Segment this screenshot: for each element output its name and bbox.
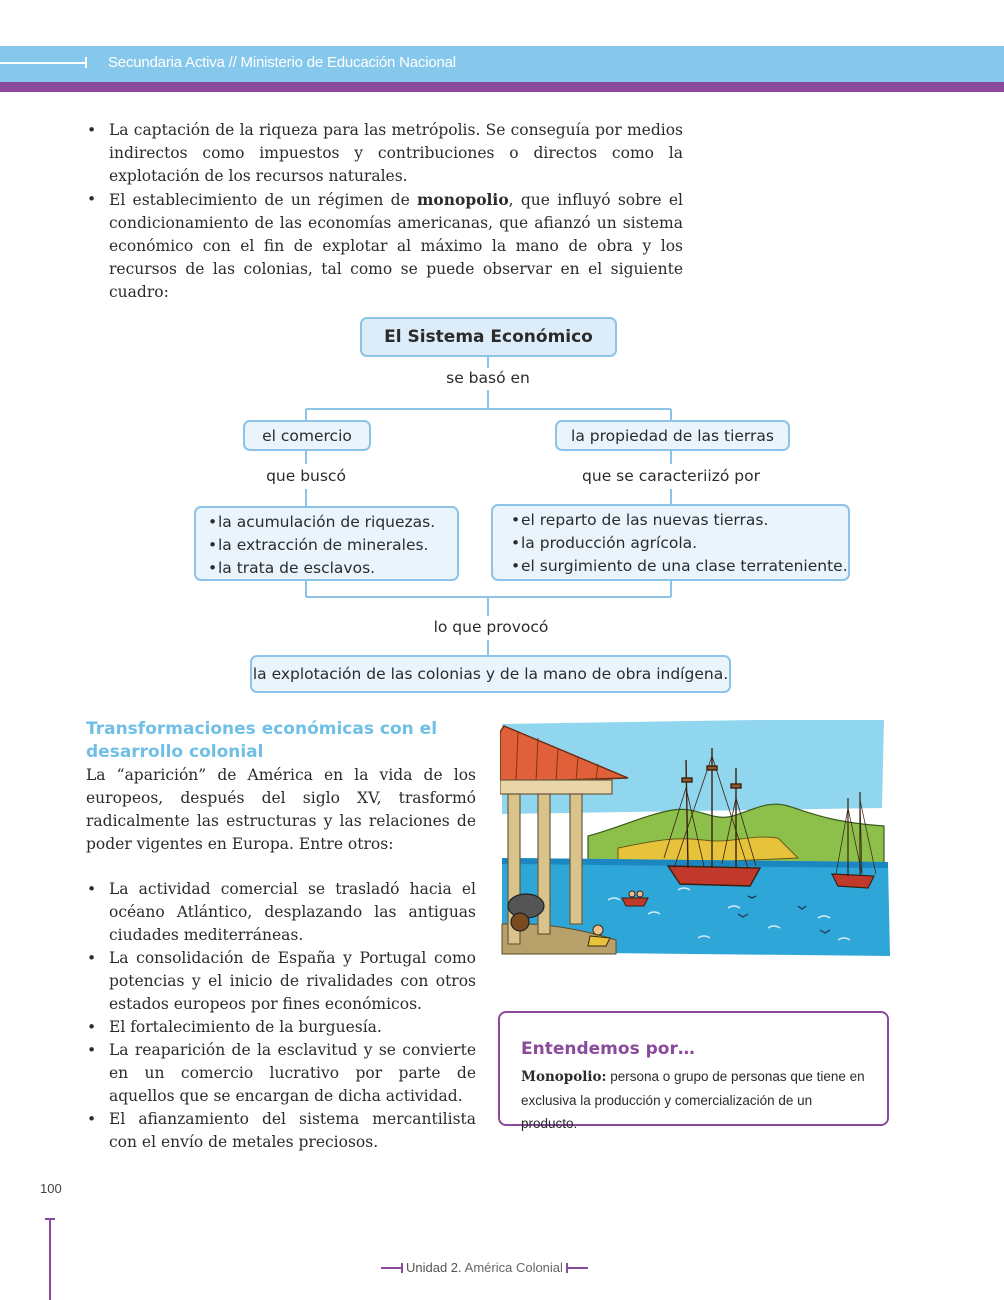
node-land-ownership <box>555 420 790 451</box>
footer-rule-right <box>566 1267 588 1269</box>
link-label-right: que se caracteriizó por <box>582 467 760 485</box>
land-features-box <box>491 504 850 581</box>
list-item-text: , que influyó sobre el condicionamiento de las economías americanas, que afianzó un sistema económico con el fin de explotar al máximo la mano de obra y los recursos de las colonias, tal como se puede observar en el siguiente cuadro: <box>109 191 684 301</box>
node-land-ownership-label: la propiedad de las tierras <box>571 426 774 445</box>
node-commerce-label: el comercio <box>262 426 352 445</box>
footer <box>381 1260 588 1275</box>
footer-rule-left <box>381 1267 403 1269</box>
section-paragraph: La “aparición” de América en la vida de los europeos, después del siglo XV, trasformó radicalmente las estructuras y las relaciones de poder vigentes en Europa. Entre otros: <box>86 766 476 853</box>
list-item: • la acumulación de riquezas. <box>218 511 457 534</box>
list-item: • la extracción de minerales. <box>218 534 457 557</box>
header-rule <box>0 62 86 64</box>
footer-unit: Unidad 2. <box>406 1260 462 1275</box>
definition-term: Monopolio: <box>521 1069 607 1085</box>
diagram-title-box <box>360 317 617 357</box>
diagram-title: El Sistema Económico <box>384 327 593 347</box>
header-rule-tick <box>85 57 87 68</box>
list-item: • el surgimiento de una clase terrateniente. <box>521 555 848 578</box>
node-commerce <box>243 420 371 451</box>
footer-unit-name: América Colonial <box>464 1260 563 1275</box>
link-label-left: que buscó <box>266 467 346 485</box>
monopolio-term: monopolio <box>417 190 509 209</box>
header-accent-stripe <box>0 82 1004 92</box>
list-item: • La consolidación de España y Portugal como potencias y el inicio de rivalidades con otros estados europeos por fines económicos. <box>86 947 476 1016</box>
list-item: • la producción agrícola. <box>521 532 848 555</box>
colonial-port-illustration <box>498 718 892 958</box>
list-item: • La reaparición de la esclavitud y se convierte en un comercio lucrativo por parte de aquellos que se encargan de dicha actividad. <box>86 1039 476 1108</box>
list-item-text: El establecimiento de un régimen de <box>109 191 418 209</box>
header-title: Secundaria Activa // Ministerio de Educación Nacional <box>108 54 456 71</box>
result-label: la explotación de las colonias y de la mano de obra indígena. <box>252 665 729 683</box>
list-item: • el reparto de las nuevas tierras. <box>521 509 848 532</box>
section-bullet-list <box>86 878 476 1154</box>
list-item: • La captación de la riqueza para las metrópolis. Se conseguía por medios indirectos como impuestos y contribuciones o directos como la explotación de los recursos naturales. <box>86 119 683 188</box>
definition-body: persona o grupo de personas que tiene en exclusiva la producción y comercialización de un producto. <box>521 1069 865 1131</box>
definition-title: Entendemos por… <box>521 1039 695 1059</box>
list-item: • La actividad comercial se trasladó hacia el océano Atlántico, desplazando las antiguas ciudades mediterráneas. <box>86 878 476 947</box>
commerce-goals-box <box>194 506 459 581</box>
page-number: 100 <box>40 1181 62 1196</box>
section-title: Transformaciones económicas con el desarrollo colonial <box>86 719 438 762</box>
list-item: • El afianzamiento del sistema mercantilista con el envío de metales preciosos. <box>86 1108 476 1154</box>
definition-box <box>498 1011 889 1131</box>
result-box <box>250 655 731 693</box>
intro-bullet-list <box>86 119 683 304</box>
list-item <box>86 188 683 304</box>
link-label-top: se basó en <box>446 369 530 387</box>
list-item: • El fortalecimiento de la burguesía. <box>86 1016 476 1039</box>
definition-text <box>521 1065 871 1135</box>
link-label-bottom: lo que provocó <box>433 618 549 636</box>
page-rule <box>49 1218 51 1300</box>
list-item: • la trata de esclavos. <box>218 557 457 580</box>
